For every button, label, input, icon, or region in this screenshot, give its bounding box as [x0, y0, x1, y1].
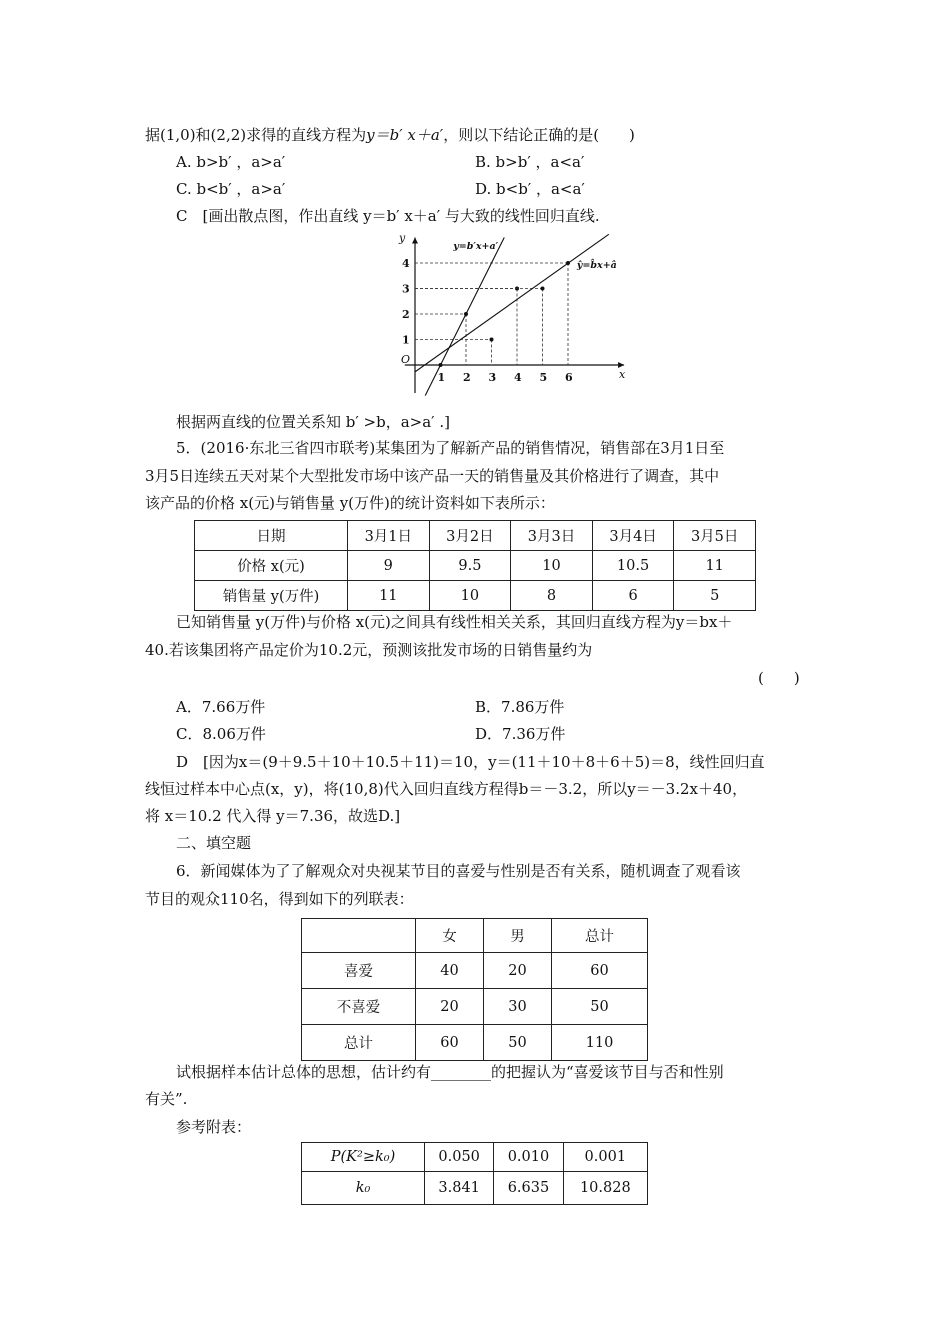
- q5-answer-1: D [因为x＝(9＋9.5＋10＋10.5＋11)＝10，y＝(11＋10＋8＋6＋5)＝8，线性回归直: [176, 753, 765, 771]
- table-row: [302, 1172, 648, 1205]
- table-cell: 40: [416, 953, 484, 989]
- table-header-cell: 总计: [552, 919, 648, 953]
- table-header-cell: 男: [484, 919, 552, 953]
- q5-answer-3: 将 x＝10.2 代入得 y＝7.36，故选D.]: [145, 807, 401, 825]
- table-cell: 6: [592, 581, 674, 611]
- table-cell: 10.5: [592, 551, 674, 581]
- x-axis-label: x: [619, 368, 626, 381]
- line-label-steep: y=b′x+a′: [453, 240, 499, 252]
- table-cell: 50: [484, 1025, 552, 1061]
- table-cell: 50: [552, 989, 648, 1025]
- q6-line-1: 6．新闻媒体为了了解观众对央视某节目的喜爱与性别是否有关系，随机调查了观看该: [176, 862, 741, 880]
- line-label-regression: ŷ=b̂x+â: [576, 260, 617, 272]
- q5-line-3: 该产品的价格 x(元)与销售量 y(万件)的统计资料如下表所示：: [145, 494, 555, 512]
- q5-answer-paren: ( ): [758, 669, 800, 687]
- table-header-cell: 3月1日: [348, 521, 430, 551]
- section-heading: 二、填空题: [176, 834, 252, 852]
- x-tick-label: 6: [565, 371, 573, 384]
- q4-option-a: A. b>b′ ，a>a′: [176, 153, 286, 171]
- q4-answer: C [画出散点图，作出直线 y＝b′ x＋a′ 与大致的线性回归直线.: [176, 207, 600, 225]
- q6-line-2: 节目的观众110名，得到如下的列联表：: [145, 890, 414, 908]
- y-axis-arrow: [412, 238, 418, 244]
- x-tick-label: 2: [463, 371, 471, 384]
- q6-ask-1: 试根据样本估计总体的思想，估计约有________的把握认为“喜爱该节目与否和性别: [176, 1063, 724, 1081]
- table-cell: 20: [416, 989, 484, 1025]
- regression-line: [415, 234, 609, 372]
- origin-label: O: [401, 353, 411, 366]
- table-row: [195, 521, 756, 551]
- q4-stem: [145, 125, 635, 145]
- q4-stem-text: 据(1,0)和(2,2)求得的直线方程为: [145, 126, 367, 144]
- table-cell: 11: [348, 581, 430, 611]
- table-row: [195, 581, 756, 611]
- table-cell: 20: [484, 953, 552, 989]
- table-row: [195, 551, 756, 581]
- table-cell: 6.635: [494, 1172, 563, 1205]
- table-header-cell: 日期: [195, 521, 348, 551]
- q5-price-sales-table: [194, 520, 756, 611]
- table-cell: 销售量 y(万件): [195, 581, 348, 611]
- y-axis-label: y: [399, 231, 406, 245]
- q5-answer-2: 线恒过样本中心点(x，y)，将(10,8)代入回归直线方程得b＝－3.2，所以y＝－3.2x＋40，: [145, 780, 748, 798]
- table-header-cell: 3月4日: [592, 521, 674, 551]
- table-cell: 8: [511, 581, 593, 611]
- table-cell: 价格 x(元): [195, 551, 348, 581]
- table-cell: 60: [416, 1025, 484, 1061]
- y-tick-label: 3: [402, 282, 410, 296]
- table-cell: k₀: [302, 1172, 425, 1205]
- table-row: [302, 1143, 648, 1172]
- table-cell: 11: [674, 551, 756, 581]
- table-header-cell: 3月5日: [674, 521, 756, 551]
- table-cell: 10: [511, 551, 593, 581]
- q6-contingency-table: [301, 918, 648, 1061]
- data-point: [490, 338, 494, 342]
- table-header-cell: 0.001: [563, 1143, 647, 1172]
- x-tick-label: 4: [514, 371, 522, 384]
- data-point: [541, 287, 545, 291]
- table-cell: 60: [552, 953, 648, 989]
- q6-reference-table: [301, 1142, 648, 1205]
- table-cell: 3.841: [425, 1172, 494, 1205]
- chart-layer: [398, 231, 626, 395]
- y-tick-label: 1: [402, 333, 410, 347]
- table-row: [302, 989, 648, 1025]
- x-tick-label: 1: [437, 371, 446, 384]
- table-cell: 喜爱: [302, 953, 416, 989]
- q5-after-1: 已知销售量 y(万件)与价格 x(元)之间具有线性相关关系，其回归直线方程为y＝bx＋: [176, 613, 733, 631]
- table-header-cell: 女: [416, 919, 484, 953]
- table-cell: 10: [429, 581, 511, 611]
- table-header-cell: P(K²≥k₀): [302, 1143, 425, 1172]
- y-tick-label: 4: [402, 257, 410, 270]
- q5-option-b: B．7.86万件: [475, 698, 565, 716]
- q5-line-1: 5．(2016·东北三省四市联考)某集团为了解新产品的销售情况，销售部在3月1日至: [176, 439, 725, 457]
- q4-stem-tail: ，则以下结论正确的是( ): [443, 126, 635, 144]
- table-cell: 9.5: [429, 551, 511, 581]
- y-tick-label: 2: [402, 308, 410, 321]
- q6-reference-title: 参考附表：: [176, 1118, 252, 1136]
- q6-ask-2: 有关”.: [145, 1090, 188, 1108]
- scatter-graph: [385, 231, 626, 395]
- table-cell: 不喜爱: [302, 989, 416, 1025]
- x-tick-label: 5: [539, 371, 548, 384]
- table-header-cell: 3月2日: [429, 521, 511, 551]
- q5-after-2: 40.若该集团将产品定价为10.2元，预测该批发市场的日销售量约为: [145, 641, 593, 659]
- table-cell: 30: [484, 989, 552, 1025]
- q4-stem-equation: y＝b′ x＋a′: [366, 126, 444, 144]
- q5-option-c: C．8.06万件: [176, 725, 266, 743]
- table-cell: 110: [552, 1025, 648, 1061]
- q5-line-2: 3月5日连续五天对某个大型批发市场中该产品一天的销售量及其价格进行了调查，其中: [145, 467, 720, 485]
- table-cell: 5: [674, 581, 756, 611]
- table-header-cell: [302, 919, 416, 953]
- q5-option-a: A．7.66万件: [176, 698, 266, 716]
- q4-option-b: B. b>b′ ，a<a′: [475, 153, 585, 171]
- table-cell: 10.828: [563, 1172, 647, 1205]
- table-row: [302, 919, 648, 953]
- x-tick-label: 3: [488, 371, 497, 384]
- table-header-cell: 3月3日: [511, 521, 593, 551]
- table-header-cell: 0.010: [494, 1143, 563, 1172]
- q4-conclusion: 根据两直线的位置关系知 b′ >b，a>a′ .]: [176, 413, 450, 431]
- table-cell: 总计: [302, 1025, 416, 1061]
- q4-option-d: D. b<b′ ，a<a′: [475, 180, 585, 198]
- table-header-cell: 0.050: [425, 1143, 494, 1172]
- q4-option-c: C. b<b′ ，a>a′: [176, 180, 286, 198]
- q5-option-d: D．7.36万件: [475, 725, 566, 743]
- table-cell: 9: [348, 551, 430, 581]
- table-row: [302, 953, 648, 989]
- table-row: [302, 1025, 648, 1061]
